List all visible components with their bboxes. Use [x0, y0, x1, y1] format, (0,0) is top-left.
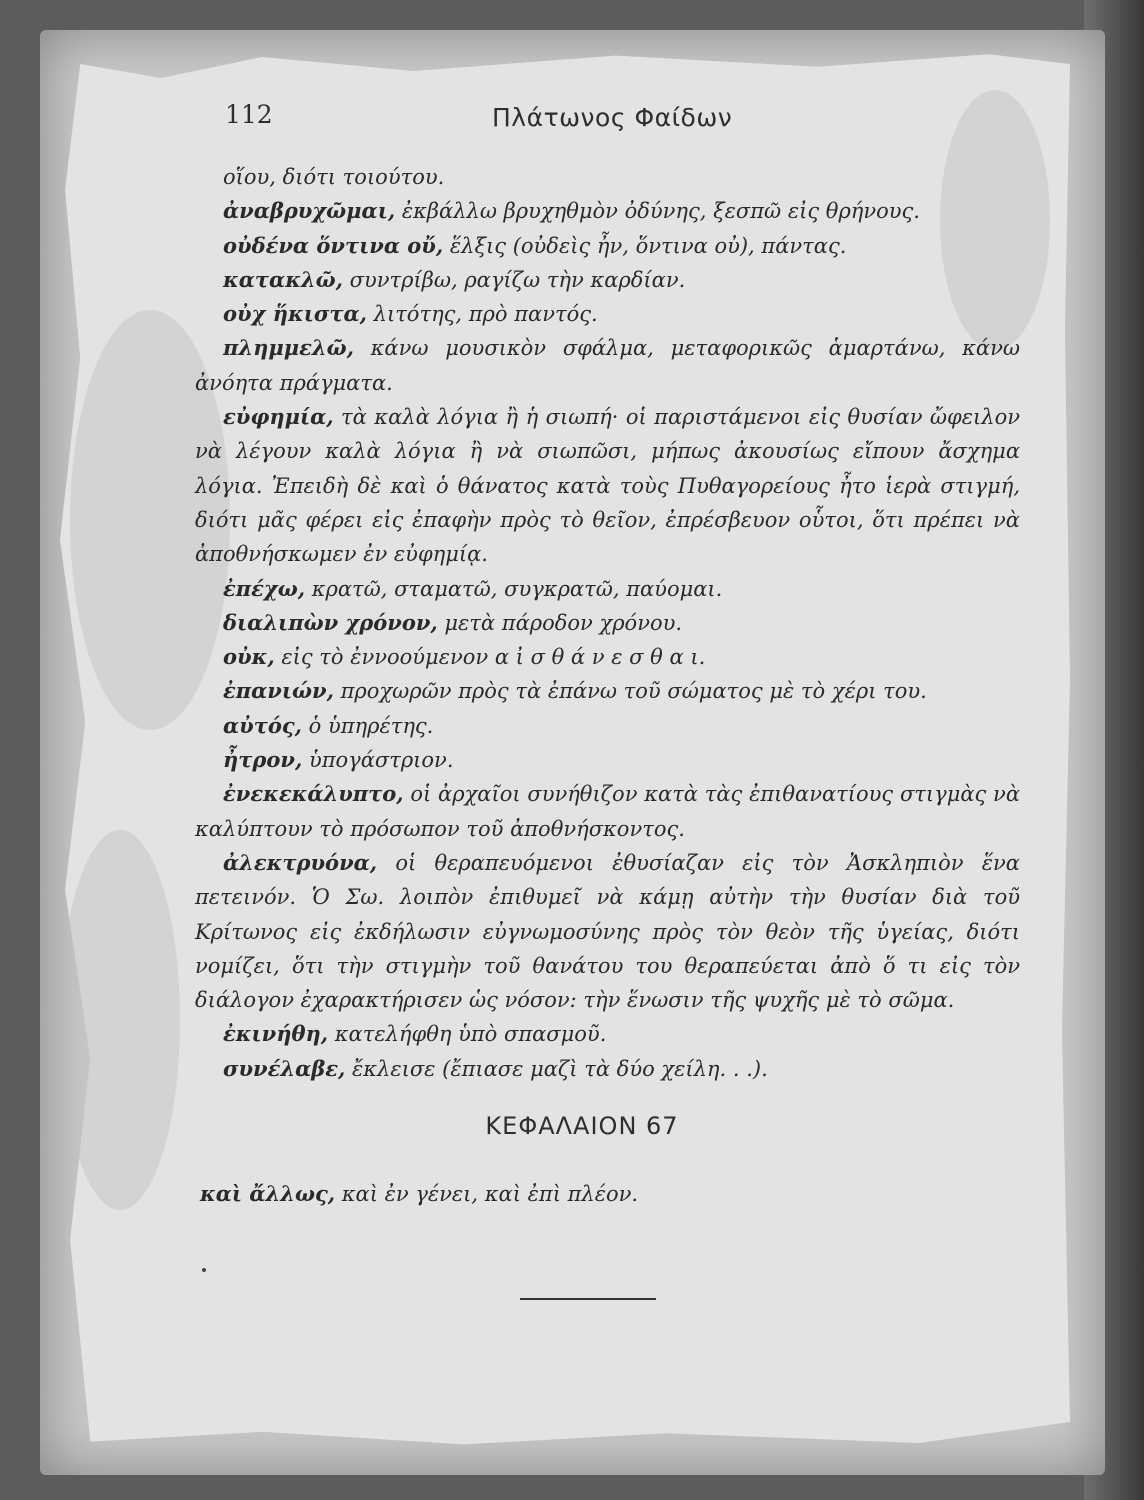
glossary-entry: [195, 331, 1020, 400]
end-rule: [520, 1298, 656, 1300]
entry-term: ἐπέχω,: [223, 575, 306, 601]
glossary-entry: [195, 229, 1020, 263]
entry-term: καὶ ἄλλως,: [200, 1181, 336, 1206]
entry-term: ἐκινήθη,: [223, 1021, 329, 1047]
glossary-entry: [195, 743, 1020, 777]
entry-term: πλημμελῶ,: [223, 335, 354, 361]
entry-gloss: ἐκβάλλω βρυχηθμὸν ὀδύνης, ξεσπῶ εἰς θρήνους.: [395, 199, 920, 224]
entry-term: αὐτός,: [223, 712, 302, 738]
entry-term: ἐπανιών,: [223, 678, 334, 704]
entry-gloss: οἱ ἀρχαῖοι συνήθιζον κατὰ τὰς ἐπιθανατίους στιγμὰς νὰ καλύπτουν τὸ πρόσωπον τοῦ ἀποθνήσκοντος.: [195, 782, 1020, 841]
entry-gloss: καὶ ἐν γένει, καὶ ἐπὶ πλέον.: [335, 1182, 639, 1206]
entry-term: διαλιπὼν χρόνον,: [223, 609, 438, 635]
entry-term: ἀναβρυχῶμαι,: [223, 198, 396, 224]
entry-gloss: οἵου, διότι τοιούτου.: [223, 165, 445, 189]
glossary-entry: [195, 674, 1020, 708]
glossary-entry: [195, 263, 1020, 297]
glossary-entry: [195, 297, 1020, 331]
glossary-entry: [195, 160, 1020, 194]
glossary-entry: [195, 194, 1020, 228]
entry-term: εὐφημία,: [223, 404, 334, 430]
glossary-entry: [195, 1052, 1020, 1086]
running-title: Πλάτωνος Φαίδων: [492, 103, 733, 132]
entry-gloss: ἔκλεισε (ἔπιασε μαζὶ τὰ δύο χείλη. . .).: [345, 1056, 768, 1081]
entry-gloss: προχωρῶν πρὸς τὰ ἐπάνω τοῦ σώματος μὲ τὸ χέρι του.: [333, 679, 927, 704]
entry-gloss: εἰς τὸ ἐννοούμενον α ἰ σ θ ά ν ε σ θ α ι.: [274, 645, 706, 670]
glossary-entry: [195, 640, 1020, 674]
entry-gloss: κατελήφθη ὑπὸ σπασμοῦ.: [328, 1022, 607, 1047]
ink-speck: [202, 1268, 206, 1272]
glossary-entry: [195, 1017, 1020, 1051]
page-number: 112: [225, 100, 273, 129]
entry-term: συνέλαβε,: [223, 1055, 346, 1081]
entry-term: οὐκ,: [223, 644, 275, 670]
glossary-entry: [195, 606, 1020, 640]
entry-term: ἐνεκεκάλυπτο,: [223, 781, 404, 807]
entry-term: κατακλῶ,: [223, 266, 343, 292]
entry-gloss: μετὰ πάροδον χρόνου.: [437, 610, 683, 635]
entry-term: οὐχ ἥκιστα,: [223, 301, 367, 327]
entry-term: ἀλεκτρυόνα,: [223, 849, 378, 875]
entry-gloss: λιτότης, πρὸ παντός.: [366, 302, 598, 327]
glossary-entry: [195, 572, 1020, 606]
glossary-entry: [195, 400, 1020, 571]
entry-gloss: ὑπογάστριον.: [302, 748, 454, 773]
entry-gloss: κάνω μουσικὸν σφάλμα, μεταφορικῶς ἁμαρτάνω, κάνω ἀνόητα πράγματα.: [195, 336, 1020, 395]
glossary-entry-chapter-67: [200, 1177, 1020, 1211]
glossary-entry: [195, 709, 1020, 743]
glossary-entry: [195, 846, 1020, 1017]
entry-gloss: οἱ θεραπευόμενοι ἐθυσίαζαν εἰς τὸν Ἀσκληπιὸν ἕνα πετεινόν. Ὁ Σω. λοιπὸν ἐπιθυμεῖ νὰ κάμῃ αὐτὴν τὴν θυσίαν διὰ τοῦ Κρίτωνος εἰς ἐκδήλωσιν εὐγνωμοσύνης πρὸς τὸν θεὸν τῆς ὑγείας, διότι νομίζει, ὅτι τὴν στιγμὴν τοῦ θανάτου του θεραπεύεται ἀπὸ ὅ τι εἰς τὸν διάλογον ἐχαρακτήρισεν ὡς νόσον: τὴν ἕνωσιν τῆς ψυχῆς μὲ τὸ σῶμα.: [195, 850, 1020, 1013]
entry-term: ἦτρον,: [223, 747, 303, 773]
entry-gloss: κρατῶ, σταματῶ, συγκρατῶ, παύομαι.: [305, 576, 723, 601]
entry-gloss: συντρίβω, ραγίζω τὴν καρδίαν.: [342, 267, 686, 292]
entry-gloss: ὁ ὑπηρέτης.: [301, 713, 434, 738]
glossary-entries: [195, 160, 1020, 1086]
entry-term: οὐδένα ὅντινα οὔ,: [223, 232, 444, 258]
entry-gloss: τὰ καλὰ λόγια ἢ ἡ σιωπή· οἱ παριστάμενοι εἰς θυσίαν ὤφειλον νὰ λέγουν καλὰ λόγια ἢ νὰ σιωπῶσι, μήπως ἀκουσίως εἴπουν ἄσχημα λόγια. Ἐπειδὴ δὲ καὶ ὁ θάνατος κατὰ τοὺς Πυθαγορείους ἦτο ἱερὰ στιγμή, διότι μᾶς φέρει εἰς ἐπαφὴν πρὸς τὸ θεῖον, ἐπρέσβευον οὗτοι, ὅτι πρέπει νὰ ἀποθνήσκωμεν ἐν εὐφημίᾳ.: [195, 405, 1020, 567]
chapter-heading: ΚΕΦΑΛΑΙΟΝ 67: [485, 1112, 679, 1140]
glossary-entry: [195, 777, 1020, 846]
entry-gloss: ἕλξις (οὐδεὶς ἦν, ὅντινα οὐ), πάντας.: [443, 233, 847, 258]
